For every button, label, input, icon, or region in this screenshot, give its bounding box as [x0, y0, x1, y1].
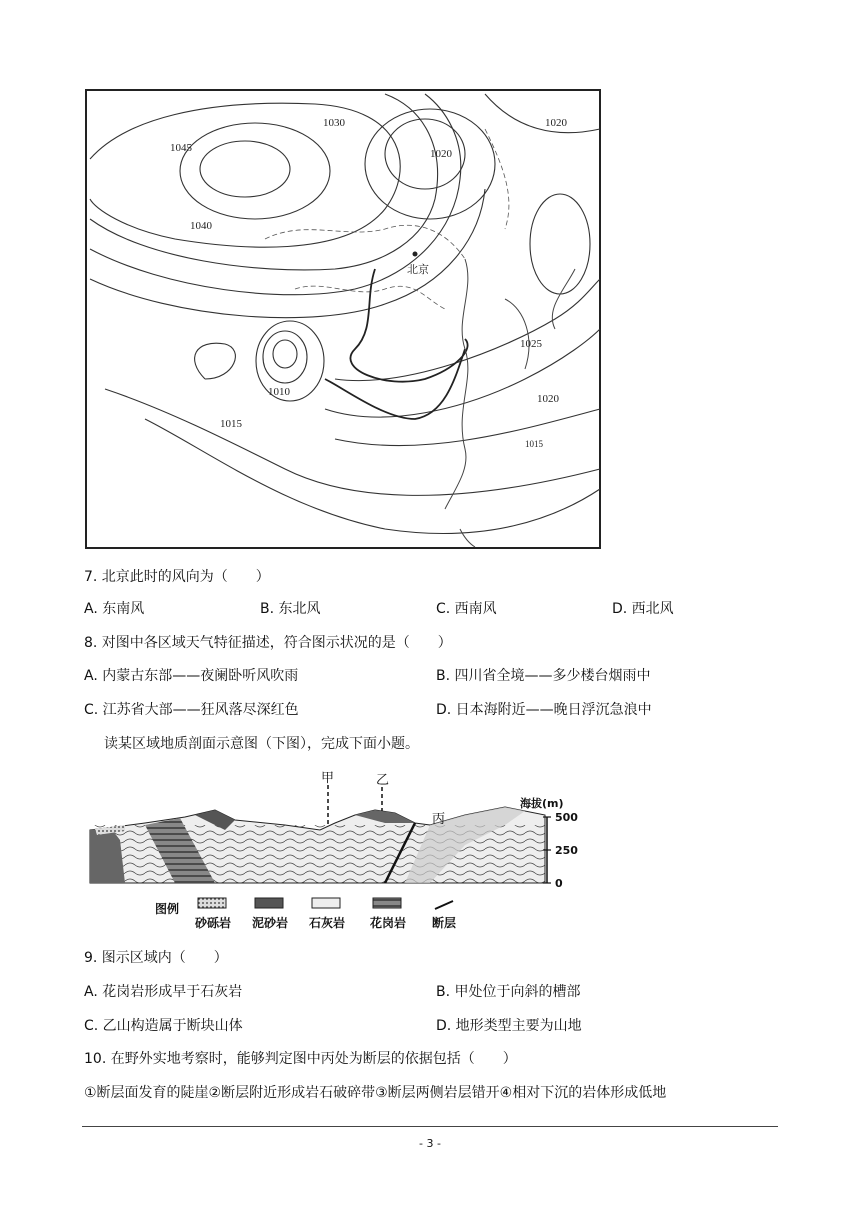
- isobar-label: 1030: [323, 117, 345, 129]
- q7-option-a[interactable]: A. 东南风: [84, 601, 145, 617]
- q7-option-d[interactable]: D. 西北风: [612, 601, 674, 617]
- q7-stem: 7. 北京此时的风向为（ ）: [84, 569, 270, 585]
- label-bing: 丙: [432, 812, 446, 827]
- isobar-label: 1020: [545, 117, 567, 129]
- q8-option-c[interactable]: C. 江苏省大部——狂风落尽深红色: [84, 702, 299, 718]
- isobar-label: 1040: [190, 220, 212, 232]
- weather-map: [85, 89, 601, 549]
- isobar-label: 1025: [520, 338, 542, 350]
- isobar-label: 1045: [170, 142, 192, 154]
- q8-stem: 8. 对图中各区域天气特征描述，符合图示状况的是（ ）: [84, 635, 452, 651]
- legend-title: 图例: [155, 902, 180, 916]
- footer-divider: [82, 1126, 778, 1127]
- q9-option-b[interactable]: B. 甲处位于向斜的槽部: [436, 984, 581, 1000]
- q7-option-c[interactable]: C. 西南风: [436, 601, 497, 617]
- legend-item: 断层: [432, 916, 457, 930]
- tick-label: 250: [555, 844, 578, 857]
- legend-item: 花岗岩: [370, 916, 407, 930]
- label-jia: 甲: [321, 771, 335, 786]
- q10-stem: 10. 在野外实地考察时，能够判定图中丙处为断层的依据包括（ ）: [84, 1051, 517, 1067]
- q9-option-d[interactable]: D. 地形类型主要为山地: [436, 1018, 582, 1034]
- isobar-label: 1020: [537, 393, 559, 405]
- axis-title: 海拔(m): [520, 797, 564, 810]
- beijing-label: 北京: [407, 264, 429, 276]
- tick-label: 0: [555, 877, 563, 890]
- q9-stem: 9. 图示区域内（ ）: [84, 950, 228, 966]
- q8-option-b[interactable]: B. 四川省全境——多少楼台烟雨中: [436, 668, 651, 684]
- q10-statements: ①断层面发育的陡崖②断层附近形成岩石破碎带③断层两侧岩层错开④相对下沉的岩体形成低地: [84, 1085, 667, 1101]
- legend-item: 泥砂岩: [252, 916, 289, 930]
- geologic-section: [85, 765, 605, 935]
- isobar-label: 1010: [268, 386, 290, 398]
- q9-option-a[interactable]: A. 花岗岩形成早于石灰岩: [84, 984, 243, 1000]
- section-intro: 读某区域地质剖面示意图（下图），完成下面小题。: [104, 736, 419, 752]
- q8-option-d[interactable]: D. 日本海附近——晚日浮沉急浪中: [436, 702, 652, 718]
- q9-option-c[interactable]: C. 乙山构造属于断块山体: [84, 1018, 243, 1034]
- page-number: - 3 -: [419, 1137, 441, 1150]
- isobar-label: 1015: [220, 418, 242, 430]
- tick-label: 500: [555, 811, 578, 824]
- isobar-label: 1020: [430, 148, 452, 160]
- q8-option-a[interactable]: A. 内蒙古东部——夜阑卧听风吹雨: [84, 668, 299, 684]
- legend-item: 砂砾岩: [195, 916, 232, 930]
- legend-item: 石灰岩: [309, 916, 346, 930]
- q7-option-b[interactable]: B. 东北风: [260, 601, 321, 617]
- isobar-label: 1015: [525, 439, 543, 449]
- label-yi: 乙: [376, 773, 390, 788]
